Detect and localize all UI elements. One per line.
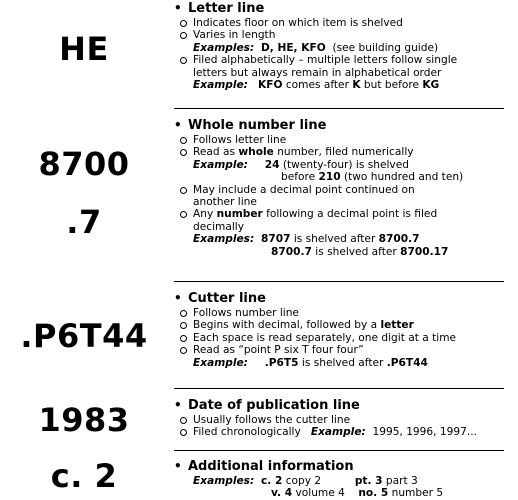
list-item: Indicates floor on which item is shelved — [174, 17, 504, 29]
list-item: Filed chronologically Example: 1995, 1996, 1997... — [174, 426, 504, 438]
divider — [174, 450, 504, 451]
example: Example: .P6T5 is shelved after .P6T44 — [193, 356, 428, 369]
example: Examples: c. 2 copy 2 pt. 3 part 3 — [193, 475, 418, 487]
list-item: Follows number line — [174, 307, 504, 319]
whole-number-section — [174, 117, 504, 258]
whole-number-heading: • Whole number line — [174, 118, 327, 133]
divider — [174, 281, 504, 282]
call-number-decimal: .7 — [66, 203, 102, 241]
example: Examples: D, HE, KFO (see building guide) — [193, 41, 439, 54]
example: v. 4 volume 4 no. 5 number 5 — [271, 487, 444, 500]
example: Examples: 8707 is shelved after 8700.7 — [193, 233, 420, 246]
divider — [174, 108, 504, 109]
additional-info-heading: • Additional information — [174, 459, 354, 474]
additional-info-section — [174, 458, 504, 500]
list-item: Usually follows the cutter line — [174, 414, 504, 426]
call-number-letters: HE — [59, 30, 109, 68]
list-item: Begins with decimal, followed by a letter — [174, 319, 504, 331]
list-item: Any number following a decimal point is filed decimally — [174, 208, 504, 233]
example: Example: 24 (twenty-four) is shelved — [193, 158, 409, 171]
example: Example: KFO comes after K but before KG — [193, 79, 440, 92]
letter-line-section — [174, 0, 504, 91]
cutter-line-heading: • Cutter line — [174, 291, 266, 306]
date-line-heading: • Date of publication line — [174, 398, 360, 413]
list-item: Read as “point P six T four four” — [174, 344, 504, 356]
call-number-date: 1983 — [38, 401, 130, 439]
list-item: Filed alphabetically – multiple letters follow single letters but always remain in alphabetical order — [174, 54, 504, 79]
example: before 210 (two hundred and ten) — [281, 171, 464, 184]
date-line-section — [174, 397, 504, 439]
list-item: Read as whole number, filed numerically — [174, 146, 504, 158]
letter-line-heading: • Letter line — [174, 1, 265, 16]
divider — [174, 388, 504, 389]
list-item: Varies in length — [174, 29, 504, 41]
cutter-line-section — [174, 290, 504, 369]
list-item: Follows letter line — [174, 134, 504, 146]
list-item: Each space is read separately, one digit at a time — [174, 332, 504, 344]
call-number-cutter: .P6T44 — [20, 317, 148, 355]
list-item: May include a decimal point continued on another line — [174, 184, 504, 209]
call-number-copy: c. 2 — [50, 457, 118, 495]
call-number-whole: 8700 — [38, 145, 130, 183]
example: 8700.7 is shelved after 8700.17 — [271, 245, 449, 258]
